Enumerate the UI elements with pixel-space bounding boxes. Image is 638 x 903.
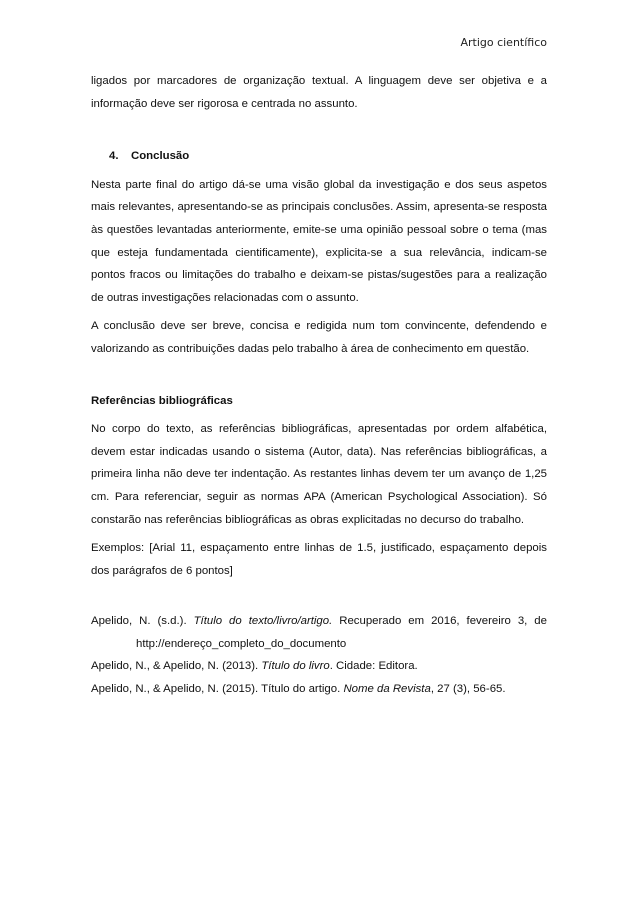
running-header: Artigo científico: [460, 36, 547, 49]
reference-2-publisher: . Cidade: Editora.: [329, 660, 418, 673]
conclusion-paragraph-2: A conclusão deve ser breve, concisa e redigida num tom convincente, defendendo e valorizando as contribuições dadas pelo trabalho à área de conhecimento em questão.: [91, 320, 547, 355]
reference-1-author-date: Apelido, N. (s.d.).: [91, 615, 194, 628]
intro-paragraph: ligados por marcadores de organização textual. A linguagem deve ser objetiva e a informação deve ser rigorosa e centrada no assunto.: [91, 75, 547, 110]
reference-entry-2: [91, 655, 547, 678]
reference-2-title: Título do livro: [261, 660, 330, 673]
page-content: [91, 70, 547, 701]
reference-entry-3: [91, 678, 547, 701]
reference-2-author-date: Apelido, N., & Apelido, N. (2013).: [91, 660, 262, 673]
reference-1-title: Título do texto/livro/artigo.: [193, 615, 333, 628]
references-heading: Referências bibliográficas: [91, 394, 233, 407]
reference-3-journal: Nome da Revista: [343, 683, 431, 696]
reference-3-volume-pages: , 27 (3), 56-65.: [430, 683, 506, 696]
references-paragraph-1: No corpo do texto, as referências bibliográficas, apresentadas por ordem alfabética, devem estar indicadas usando o sistema (Autor, data). Nas referências bibliográficas, a primeira linha não deve ter indentação. As restantes linhas devem ter um avanço de 1,25 cm. Para referenciar, seguir as normas APA (American Psychological Association). Só constarão nas referências bibliográficas as obras explicitadas no decurso do trabalho.: [91, 423, 547, 526]
conclusion-paragraph-1: Nesta parte final do artigo dá-se uma visão global da investigação e dos seus aspetos mais relevantes, apresentando-se as principais conclusões. Assim, apresenta-se resposta às questões levantadas anteriormente, emite-se uma opinião pessoal sobre o tema (mas que esteja fundamentada cientificamente), explicita-se a sua relevância, indicam-se pontos fracos ou limitações do trabalho e deixam-se pistas/sugestões para a realização de outras investigações relacionadas com o assunto.: [91, 178, 547, 304]
conclusion-heading-title: Conclusão: [131, 150, 190, 163]
reference-1-source: Recuperado em 2016, fevereiro 3, de http://endereço_completo_do_documento: [136, 615, 547, 650]
conclusion-heading: [91, 145, 547, 168]
reference-3-author-date: Apelido, N., & Apelido, N. (2015). Título do artigo.: [91, 683, 344, 696]
conclusion-heading-number: 4.: [109, 150, 119, 163]
reference-entry-1: [91, 610, 547, 655]
references-paragraph-2: Exemplos: [Arial 11, espaçamento entre linhas de 1.5, justificado, espaçamento depois dos parágrafos de 6 pontos]: [91, 542, 547, 577]
